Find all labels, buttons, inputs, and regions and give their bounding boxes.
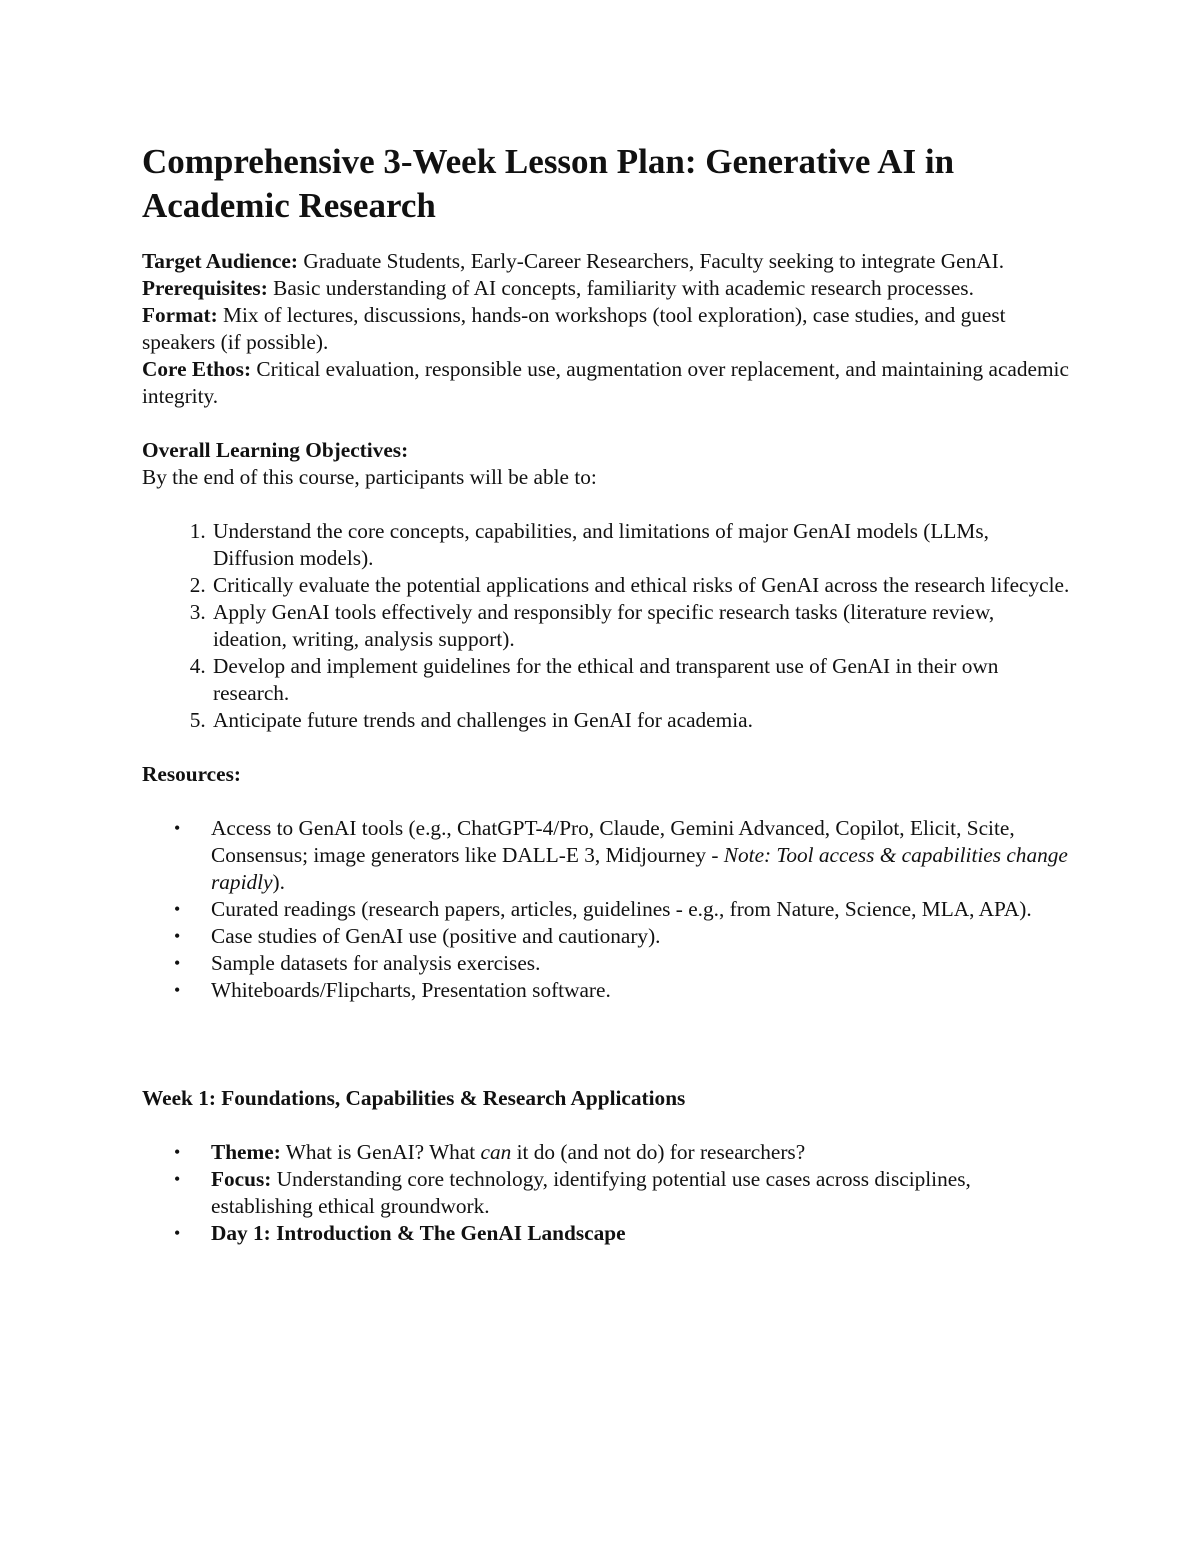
list-item <box>174 1166 1072 1220</box>
meta-target-audience <box>142 248 1072 275</box>
week1-theme-label: Theme: <box>211 1140 281 1164</box>
bullet-icon: • <box>174 899 181 919</box>
objectives-heading: Overall Learning Objectives: <box>142 438 409 462</box>
meta-label: Core Ethos: <box>142 357 252 381</box>
document-page <box>142 140 1072 1247</box>
meta-text: Mix of lectures, discussions, hands-on workshops (tool exploration), case studies, and guest speakers (if possible). <box>142 303 1006 354</box>
list-item <box>174 977 1072 1004</box>
meta-format <box>142 302 1072 356</box>
meta-prerequisites <box>142 275 1072 302</box>
meta-text: Basic understanding of AI concepts, familiarity with academic research processes. <box>273 276 974 300</box>
bullet-icon: • <box>174 1223 181 1243</box>
bullet-icon: • <box>174 818 181 838</box>
meta-label: Prerequisites: <box>142 276 268 300</box>
resource-text: Sample datasets for analysis exercises. <box>211 951 541 975</box>
list-item <box>174 815 1072 896</box>
list-item <box>174 896 1072 923</box>
list-item: 5. Anticipate future trends and challenges in GenAI for academia. <box>211 707 1072 734</box>
resource-text-end: ). <box>272 870 285 894</box>
meta-label: Target Audience: <box>142 249 298 273</box>
resources-list <box>142 815 1072 1004</box>
course-meta <box>142 248 1072 410</box>
list-item <box>174 1220 1072 1247</box>
week1-theme-text-end: it do (and not do) for researchers? <box>511 1140 806 1164</box>
bullet-icon: • <box>174 980 181 1000</box>
week1-day1-heading: Day 1: Introduction & The GenAI Landscape <box>211 1221 626 1245</box>
resource-text: Case studies of GenAI use (positive and cautionary). <box>211 924 661 948</box>
list-item <box>174 923 1072 950</box>
resource-text: Access to GenAI tools (e.g., ChatGPT-4/Pro, Claude, Gemini Advanced, Copilot, Elicit, Scite, Consensus; image generators like DALL-E 3, Midjourney - <box>211 816 1015 867</box>
week1-theme-text: What is GenAI? What <box>285 1140 481 1164</box>
list-item <box>174 950 1072 977</box>
resource-note: Note: Tool access & capabilities change rapidly <box>211 843 1068 894</box>
page-title: Comprehensive 3-Week Lesson Plan: Generative AI in Academic Research <box>142 142 955 225</box>
list-item: 2. Critically evaluate the potential applications and ethical risks of GenAI across the research lifecycle. <box>211 572 1072 599</box>
list-item: 4. Develop and implement guidelines for the ethical and transparent use of GenAI in their own research. <box>211 653 1072 707</box>
objectives-intro: By the end of this course, participants will be able to: <box>142 465 597 489</box>
meta-text: Critical evaluation, responsible use, augmentation over replacement, and maintaining academic integrity. <box>142 357 1069 408</box>
bullet-icon: • <box>174 1169 181 1189</box>
resources-heading: Resources: <box>142 762 241 786</box>
list-item: 1. Understand the core concepts, capabilities, and limitations of major GenAI models (LLMs, Diffusion models). <box>211 518 1072 572</box>
week1-focus-label: Focus: <box>211 1167 272 1191</box>
week1-theme-emphasis: can <box>480 1140 512 1164</box>
bullet-icon: • <box>174 953 181 973</box>
week1-focus-text: Understanding core technology, identifying potential use cases across disciplines, establishing ethical groundwork. <box>211 1167 971 1218</box>
bullet-icon: • <box>174 1142 181 1162</box>
week1-list <box>142 1139 1072 1247</box>
bullet-icon: • <box>174 926 181 946</box>
meta-core-ethos <box>142 356 1072 410</box>
list-item: 3. Apply GenAI tools effectively and responsibly for specific research tasks (literature review, ideation, writing, analysis support). <box>211 599 1072 653</box>
resource-text: Whiteboards/Flipcharts, Presentation software. <box>211 978 611 1002</box>
list-item <box>174 1139 1072 1166</box>
resource-text: Curated readings (research papers, articles, guidelines - e.g., from Nature, Science, MLA, APA). <box>211 897 1032 921</box>
week1-heading: Week 1: Foundations, Capabilities & Research Applications <box>142 1086 686 1110</box>
meta-label: Format: <box>142 303 218 327</box>
objectives-list <box>142 518 1072 734</box>
meta-text: Graduate Students, Early-Career Researchers, Faculty seeking to integrate GenAI. <box>303 249 1005 273</box>
